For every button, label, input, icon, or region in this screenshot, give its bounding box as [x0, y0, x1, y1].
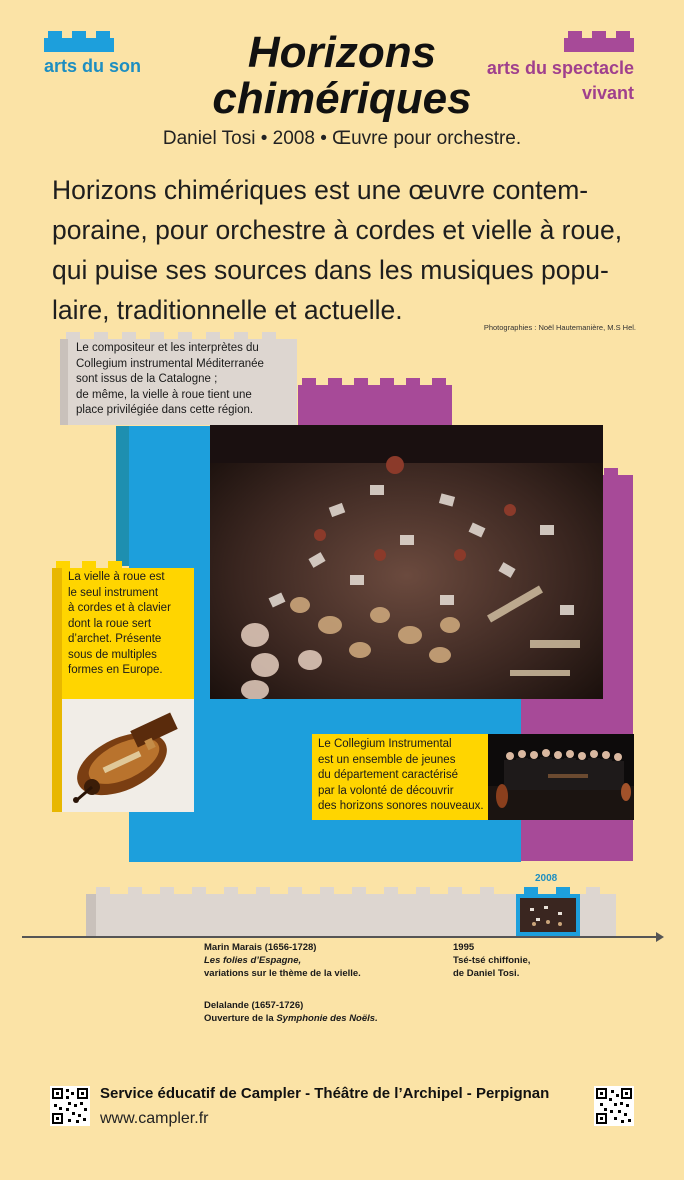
timeline-thumbnail — [520, 898, 576, 932]
category-tag-sound: arts du son — [44, 56, 142, 76]
intro-line: qui puise ses sources dans les musiques popu- — [52, 255, 609, 285]
intro-paragraph — [52, 170, 652, 330]
qr-code-right-icon[interactable] — [594, 1086, 634, 1126]
note-line: Le Collegium Instrumental — [318, 738, 452, 750]
orchestra-photo — [210, 425, 603, 699]
hurdy-gurdy-note — [68, 570, 192, 679]
timeline-entry-marais — [204, 941, 361, 980]
timeline-axis — [22, 936, 658, 938]
timeline-entry-line: Marin Marais (1656-1728) — [204, 942, 317, 953]
note-line: place privilégiée dans cette région. — [76, 404, 254, 416]
intro-line: poraine, pour orchestre à cordes et vielle à roue, — [52, 215, 623, 245]
timeline-entry-line — [204, 1012, 378, 1025]
timeline-entry-work: Symphonie des Noëls. — [276, 1013, 378, 1024]
note-line: par la volonté de découvrir — [318, 784, 454, 797]
footer-organization: Service éducatif de Campler - Théâtre de l’Archipel - Perpignan — [100, 1085, 550, 1102]
page-subtitle: Daniel Tosi • 2008 • Œuvre pour orchestre. — [162, 128, 522, 149]
note-line: du département caractérisé — [318, 769, 458, 781]
note-line: La vielle à roue est — [68, 571, 165, 583]
intro-line: laire, traditionnelle et actuelle. — [52, 295, 403, 325]
note-line: sont issus de la Catalogne ; — [76, 373, 218, 385]
note-line: Collegium instrumental Méditerranée — [76, 357, 264, 370]
magenta-brick-upper — [298, 385, 452, 427]
ensemble-image — [488, 734, 634, 820]
title-line1: Horizons — [247, 28, 437, 77]
timeline-entry-tosi — [453, 941, 530, 980]
photo-credit: Photographies : Noël Hautemanière, M.S Hel. — [483, 323, 636, 332]
orchestra-photo-image — [210, 425, 603, 699]
timeline-year-label: 2008 — [535, 873, 558, 884]
intro-line: Horizons chimériques est une œuvre contem- — [52, 175, 589, 205]
tag-right-line1: arts du spectacle — [486, 58, 634, 78]
note-line: est un ensemble de jeunes — [318, 753, 456, 766]
note-line: d’archet. Présente — [68, 633, 162, 645]
timeline-2008-marker — [516, 894, 580, 936]
timeline-entry-line: de Daniel Tosi. — [453, 968, 520, 979]
timeline-entry-prefix: Ouverture de la — [204, 1013, 277, 1024]
grey-note-text — [76, 341, 296, 419]
collegium-note — [318, 737, 490, 815]
timeline-entry-line: Les folies d’Espagne, — [204, 955, 302, 966]
page-title — [0, 30, 684, 122]
note-line: Le compositeur et les interprètes du — [76, 342, 259, 354]
note-line: sous de multiples — [68, 648, 157, 661]
note-line: formes en Europe. — [68, 664, 163, 676]
tag-right-line2: vivant — [581, 83, 634, 103]
note-line: dont la roue sert — [68, 617, 152, 630]
footer-url[interactable]: www.campler.fr — [100, 1110, 209, 1127]
teal-strip — [116, 426, 130, 566]
timeline-arrow-head — [656, 932, 664, 942]
hurdy-gurdy-image — [62, 699, 194, 812]
hurdy-gurdy-photo — [62, 699, 194, 812]
timeline-entry-delalande — [204, 999, 378, 1025]
note-line: de même, la vielle à roue tient une — [76, 388, 252, 401]
timeline-entry-line: Tsé-tsé chiffonie, — [453, 955, 531, 966]
note-line: à cordes et à clavier — [68, 602, 171, 614]
timeline-entry-line: Delalande (1657-1726) — [204, 1000, 304, 1011]
ensemble-photo — [488, 734, 634, 820]
note-line: des horizons sonores nouveaux. — [318, 800, 484, 812]
qr-code-left-icon[interactable] — [50, 1086, 90, 1126]
timeline-entry-line: variations sur le thème de la vielle. — [204, 968, 361, 979]
title-line2: chimériques — [212, 74, 472, 123]
note-line: le seul instrument — [68, 586, 159, 599]
timeline-entry-line: 1995 — [453, 942, 475, 953]
